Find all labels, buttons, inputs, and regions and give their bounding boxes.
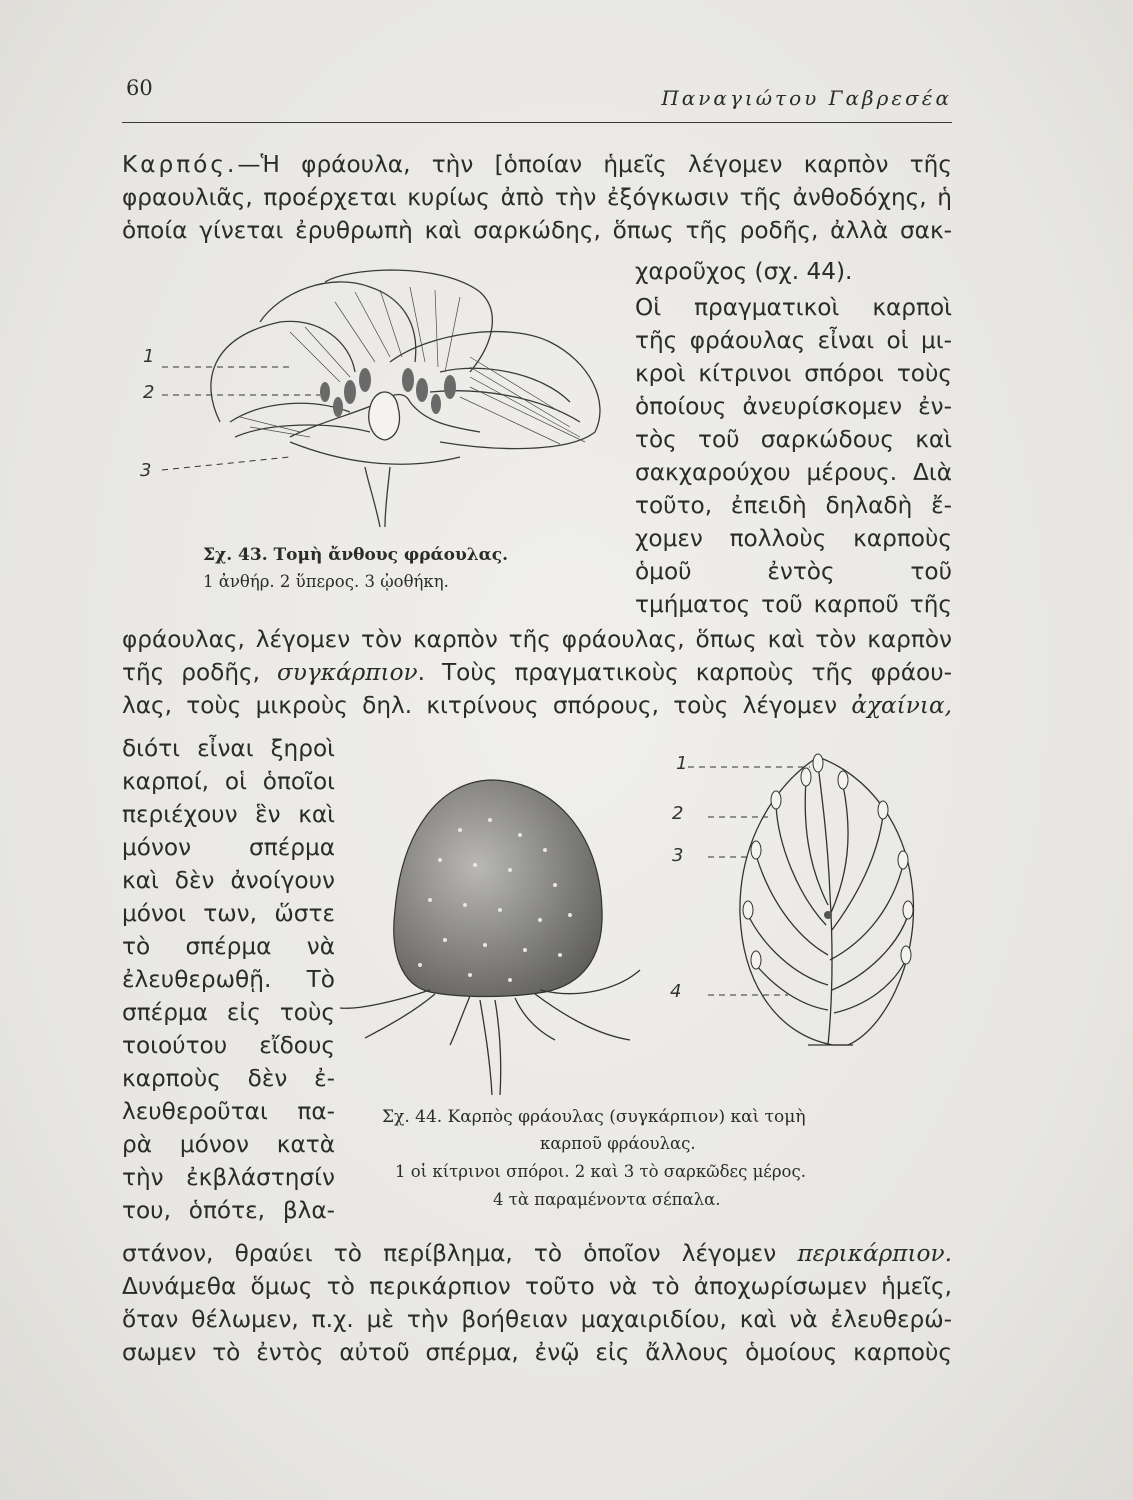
right-col-line: τῆς φράουλας εἶναι οἱ μι- — [635, 327, 952, 354]
para2-end-line2: Δυνάμεθα ὅμως τὸ περικάρπιον τοῦτο νὰ τὸ ἀποχωρίσωμεν ἡμεῖς, — [122, 1273, 952, 1300]
fruit-section-illustration — [668, 745, 963, 1055]
fig44-caption-line2: καρποῦ φράουλας. — [540, 1134, 696, 1153]
left-col-line: καρποὺς δὲν ἐ- — [122, 1065, 335, 1092]
para2-end-line3: ὅταν θέλωμεν, π.χ. μὲ τὴν βοήθειαν μαχαιριδίου, καὶ νὰ ἐλευθερώ- — [122, 1306, 952, 1333]
left-col-line: τοιούτου εἴδους — [122, 1032, 335, 1059]
flower-section-illustration — [140, 262, 620, 532]
left-col-line: μόνοι των, ὥστε — [122, 900, 335, 927]
para1-line4: χαροῦχος (σχ. 44). — [635, 258, 853, 285]
fig43-label: 1 — [143, 346, 155, 367]
para2-end-line4: σωμεν τὸ ἐντὸς αὐτοῦ σπέρμα, ἐνῷ εἰς ἄλλους ὁμοίους καρποὺς — [122, 1339, 952, 1366]
left-col-line: τὴν ἐκβλάστησίν — [122, 1164, 335, 1191]
fig44-label: 2 — [672, 803, 684, 824]
para1-line1: Καρπός.—Ἡ φράουλα, τὴν [ὁποίαν ἡμεῖς λέγομεν καρπὸν τῆς — [122, 151, 952, 178]
right-col-line: κροὶ κίτρινοι σπόροι τοὺς — [635, 360, 952, 387]
page-header — [122, 74, 952, 123]
right-col-line: τὸς τοῦ σαρκώδους καὶ — [635, 426, 952, 453]
right-col-line: Οἱ πραγματικοὶ καρποὶ — [635, 294, 952, 321]
fig44-caption-line3: 1 οἱ κίτρινοι σπόροι. 2 καὶ 3 τὸ σαρκῶδες μέρος. — [395, 1162, 806, 1181]
fig43-caption-legend: 1 ἀνθήρ. 2 ὕπερος. 3 ᾠοθήκη. — [203, 572, 449, 591]
left-col-line: ἐλευθερωθῇ. Τὸ — [122, 966, 335, 993]
strawberry-illustration — [340, 770, 650, 1100]
para1-line2: φραουλιᾶς, προέρχεται κυρίως ἀπὸ τὴν ἐξόγκωσιν τῆς ἀνθοδόχης, ἡ — [122, 184, 952, 211]
fig44-label: 1 — [676, 753, 688, 774]
term-synkarpion: συγκάρπιον — [276, 659, 418, 686]
para2-end-line1: στάνον, θραύει τὸ περίβλημα, τὸ ὁποῖον λέγομεν περικάρπιον. — [122, 1240, 952, 1267]
fig43-label: 3 — [140, 460, 152, 481]
term-perikarpion: περικάρπιον. — [797, 1240, 952, 1267]
fig44-caption-line1: Σχ. 44. Καρπὸς φράουλας (συγκάρπιον) καὶ τομὴ — [382, 1107, 806, 1127]
para2-line3: λας, τοὺς μικροὺς δηλ. κιτρίνους σπόρους, τοὺς λέγομεν ἀχαίνια, — [122, 692, 952, 719]
right-col-line: χομεν πολλοὺς καρποὺς — [635, 525, 952, 552]
left-col-line: καρποί, οἱ ὁποῖοι — [122, 768, 335, 795]
fig44-label: 4 — [670, 981, 682, 1002]
right-col-line: σακχαρούχου μέρους. Διὰ — [635, 459, 952, 486]
running-title: Παναγιώτου Γαβρεσέα — [661, 86, 952, 110]
term-achainia: ἀχαίνια, — [851, 692, 952, 719]
para1-line3: ὁποία γίνεται ἐρυθρωπὴ καὶ σαρκώδης, ὅπως τῆς ροδῆς, ἀλλὰ σακ- — [122, 217, 952, 244]
left-col-line: σπέρμα εἰς τοὺς — [122, 999, 335, 1026]
para2-line1: φράουλας, λέγομεν τὸν καρπὸν τῆς φράουλας, ὅπως καὶ τὸν καρπὸν — [122, 626, 952, 653]
right-col-line: τοῦτο, ἐπειδὴ δηλαδὴ ἔ- — [635, 492, 952, 519]
left-col-line: λευθεροῦται πα- — [122, 1098, 335, 1125]
figure-44-fruit-section — [668, 745, 963, 1055]
left-col-line: του, ὁπότε, βλα- — [122, 1197, 335, 1224]
fig43-label: 2 — [143, 382, 155, 403]
left-col-line: καὶ δὲν ἀνοίγουν — [122, 867, 335, 894]
left-col-line: μόνον σπέρμα — [122, 834, 335, 861]
right-col-line: ὁμοῦ ἐντὸς τοῦ — [635, 558, 952, 585]
left-col-line: διότι εἶναι ξηροὶ — [122, 735, 335, 762]
left-col-line: ρὰ μόνον κατὰ — [122, 1131, 335, 1158]
fig44-label: 3 — [672, 845, 684, 866]
left-col-line: τὸ σπέρμα νὰ — [122, 933, 335, 960]
fig44-caption-line4: 4 τὰ παραμένοντα σέπαλα. — [493, 1190, 721, 1209]
right-col-line: τμήματος τοῦ καρποῦ τῆς — [635, 591, 952, 618]
para1-heading: Καρπός. — [122, 151, 238, 178]
para2-line2: τῆς ροδῆς, συγκάρπιον. Τοὺς πραγματικοὺς καρποὺς τῆς φράου- — [122, 659, 952, 686]
figure-43-flower-section — [140, 262, 620, 532]
left-col-line: περιέχουν ἓν καὶ — [122, 801, 335, 828]
figure-44-strawberry — [340, 770, 650, 1100]
fig43-caption-title: Σχ. 43. Τομὴ ἄνθους φράουλας. — [203, 545, 509, 565]
page-number: 60 — [126, 76, 153, 100]
right-col-line: ὁποίους ἀνευρίσκομεν ἐν- — [635, 393, 952, 420]
strawberry-body — [394, 780, 602, 997]
